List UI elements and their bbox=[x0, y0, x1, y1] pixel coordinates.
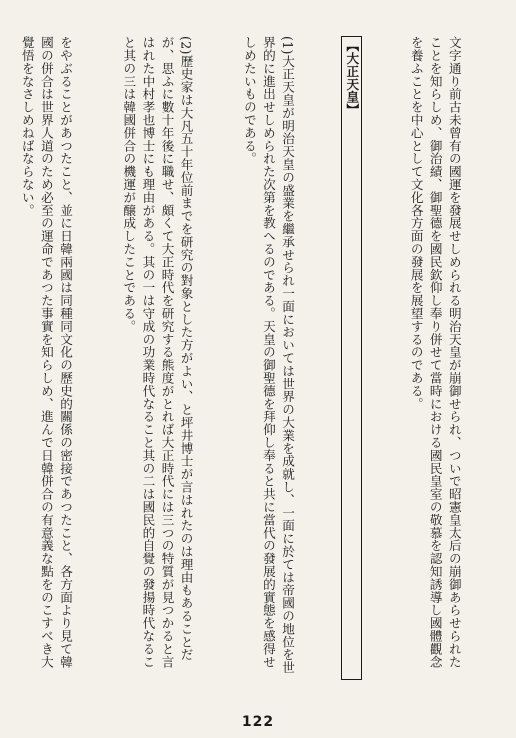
section-heading-taisho: 【大正天皇】 bbox=[341, 36, 362, 680]
paragraph: をやぶることがあつたこと、並に日韓兩國は同種同文化の歷史的關係の密接であつたこと、各方面より見て韓國の併合は世界人道のため必至の運命であつた事實を知らしめ、進んで日韓併合の有意義な點をのこすべき大覺悟をなさしめねばならない。 bbox=[19, 36, 74, 669]
paragraph: (2)歷史家は大凡五十年位前までを研究の對象とした方がよい、と坪井博士が言はれたのは理由もあることだが、思ふに數十年後に職せ、頗くて大正時代を研究する熊度がとれば大正時代には三つの特質が見つかると言はれた中村孝也博士にも理由がある。其の一は守成の功業時代なること其の二は國民的自覺の發揚時代なること其の三は韓國併合の機運が醸成したことである。 bbox=[121, 36, 194, 669]
paragraph: 文字通り前古未曾有の國運を發展せしめられる明治天皇が崩御せられ、ついで昭憲皇太后の崩御あらせられたことを知らしめ、御治績、御聖德を國民欽仰し奉り併せて當時における國民皇室の敬慕を認知誘導し國體觀念を養ふことを中心として文化各方面の發展を展望するのである。 bbox=[408, 36, 462, 669]
paragraph: (1)大正天皇が明治天皇の盛業を繼承せられ一面においては世界の大業を成就し、一面に於ては帝國の地位を世界的に進出せしめられた次第を教へるのである。天皇の御聖德を拜仰し奉ると共に當代の發展的實態を感得せしめたいものである。 bbox=[241, 36, 296, 674]
page-number: 122 bbox=[241, 714, 275, 730]
page-body bbox=[14, 36, 502, 680]
